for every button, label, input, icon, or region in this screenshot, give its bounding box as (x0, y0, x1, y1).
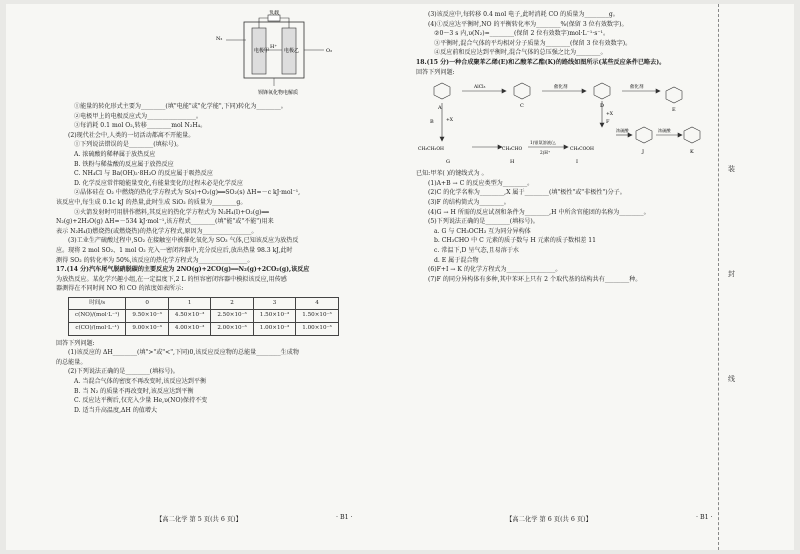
right-bottom-line: b. CH₃CHO 中 C 元素的质子数与 H 元素的质子数相差 11 (434, 237, 597, 245)
right-top-line: ④反应前和反应达到平衡时,混合气体的总压强之比为________。 (434, 49, 607, 57)
scheme-label-c: C (520, 103, 524, 110)
left-line: 该反应中,每生成 0.1c kJ 的热量,此时生成 SiO₂ 的质量为________g。 (56, 198, 247, 206)
left-line: 17.(14 分)汽车尾气脱硝脱碳的主要反应为 2NO(g)+2CO(g)══N₂(g)+2CO₂(g),该反应 (56, 266, 310, 274)
scheme-label-h: H (510, 159, 515, 166)
table-header-cell: 3 (253, 297, 295, 310)
synthesis-route-diagram (416, 77, 716, 169)
left-after-line: (1)该反应的 ΔH________(填">"或"<",下同)0,该反应反应物的总能量________生成物 (68, 349, 299, 357)
left-line: 表示 N₂H₄(l)燃烧热(或燃烧热)的热化学方程式,原因为________________。 (56, 227, 258, 235)
right-bottom-line: (7)F 的同分异构体有多种,其中苯环上只有 2 个取代基的结构共有________种。 (428, 275, 642, 283)
right-bottom-line: (3)F 的结构简式为________。 (428, 198, 510, 206)
scheme-label-i: I (576, 159, 578, 166)
table-cell: 1.50×10⁻³ (296, 310, 338, 323)
left-line: (3)工业生产硫酸过程中,SO₂ 在接触室中被催化氧化为 SO₃ 气体,已知该反应为放热反 (68, 237, 299, 245)
left-after-line: C. 反应达平衡后,仅充入少量 He,υ(NO)保持不变 (74, 397, 208, 405)
left-line: B. 铁粉与稀盐酸的反应属于放热反应 (74, 160, 174, 168)
scheme-label-h2so4-b: 浓硫酸 (616, 128, 629, 134)
right-bottom-line: (5)下列说法正确的是________(填标号)。 (428, 218, 539, 226)
right-top-line: (4)①反应达平衡时,NO 的平衡转化率为________%(保留 3 位有效数字)。 (428, 20, 628, 28)
right-bottom-line: (2)C 的化学名称为________,X 属于________(填"极性"或"非极性")分子。 (428, 189, 626, 197)
table-cell: 1.50×10⁻³ (253, 310, 295, 323)
left-line: ②电极甲上的电极反应式为________________。 (74, 112, 202, 120)
table-row (69, 310, 339, 323)
binding-mark-2: 封 (728, 270, 735, 278)
table-cell: 4.50×10⁻³ (168, 310, 210, 323)
right-top-lines (416, 10, 716, 77)
scheme-label-ethanol: CH₃CH₂OH (418, 147, 444, 153)
left-footer-code: · B1 · (336, 514, 353, 521)
table-header-cell: 时间/s (69, 297, 126, 310)
table-cell: 1.00×10⁻³ (253, 323, 295, 336)
synthesis-scheme (416, 77, 716, 169)
left-question-lines (56, 102, 391, 294)
left-line: 应。现将 2 mol SO₂、1 mol O₂ 充入一密闭容器中,充分反应后,放出热量 98.3 kJ,此时 (56, 246, 293, 254)
scheme-label-e: E (672, 107, 676, 114)
table-cell: 9.00×10⁻³ (126, 323, 168, 336)
right-top-line: 回答下列问题: (416, 68, 455, 76)
right-bottom-line: d. E 属于混合物 (434, 256, 479, 264)
scheme-label-alcl3: AlCl₃ (474, 85, 486, 91)
scheme-label-x2: +X (606, 112, 613, 118)
left-footer: 【高二化学 第 5 页(共 6 页)】 (156, 516, 242, 523)
right-bottom-line: c. 常温下,D 呈气态,且易溶于水 (434, 246, 520, 254)
fig-label-load: 负载 (269, 10, 280, 16)
left-line: 为放热反应。某化学兴趣小组,在一定温度下,2 L 的恒容密闭容器中模拟该反应,用传感 (56, 275, 287, 283)
fig-label-h-ion: H⁺ (270, 44, 277, 50)
scheme-label-f: F (606, 119, 610, 126)
scheme-label-x1: +X (446, 118, 453, 124)
left-line: (2)现代社会中,人类的一切活动都离不开能量。 (68, 131, 195, 139)
fig-label-electrode-a: 电极甲 (254, 48, 270, 54)
left-after-line: D. 适当升高温度,ΔH 的值增大 (74, 406, 158, 414)
left-after-table-lines (56, 339, 391, 416)
scheme-label-j: J (642, 149, 645, 156)
table-cell: 4.00×10⁻³ (168, 323, 210, 336)
scheme-label-a: A (438, 105, 442, 112)
left-after-line: 回答下列问题: (56, 339, 95, 347)
right-top-line: 18.(15 分)一种合成聚苯乙烯(E)和乙酸苯乙酯(K)的路线如图所示(某些反应条件已略去)。 (416, 58, 666, 66)
concentration-table (68, 297, 339, 336)
left-line: 器测得在不同时间 NO 和 CO 的浓度如表所示: (56, 285, 184, 293)
right-bottom-line: (4)G → H 所需的反应试剂和条件为________,H 中所含官能团的名称为________。 (428, 208, 650, 216)
right-top-line: ③平衡时,混合气体的平均相对分子质量为________(保留 3 位有效数字)。 (434, 39, 632, 47)
scheme-label-b: B (430, 119, 434, 126)
table-cell: 2.50×10⁻³ (211, 310, 253, 323)
scheme-label-k: K (690, 149, 694, 156)
scheme-label-acetic-acid: CH₃COOH (570, 147, 594, 153)
scheme-label-h-plus: 2)H⁺ (540, 150, 551, 156)
fig-label-n2: N₂ (216, 36, 223, 42)
binding-mark-1: 装 (728, 165, 735, 173)
fuel-cell-figure (206, 10, 356, 102)
fuel-cell-diagram (206, 10, 356, 102)
right-footer-code: · B1 · (696, 514, 713, 521)
left-line: D. 化学反应常伴随能量变化,有能量变化的过程未必是化学反应 (74, 179, 243, 187)
table-header-cell: 4 (296, 297, 338, 310)
right-page (416, 10, 716, 284)
table-cell: c(NO)/(mol·L⁻¹) (69, 310, 126, 323)
table-cell: 2.00×10⁻³ (211, 323, 253, 336)
fig-label-electrode-b: 电极乙 (284, 48, 300, 54)
scheme-label-h2so4-a: 浓硫酸 (658, 128, 671, 134)
table-cell: 9.50×10⁻³ (126, 310, 168, 323)
table-header-cell: 1 (168, 297, 210, 310)
fig-label-electrolyte: 钡锋氧化物电解质 (258, 90, 299, 96)
left-line: N₂(g)+2H₂O(g) ΔH=－534 kJ·mol⁻¹,该方程式________(填"能"或"不能")用来 (56, 218, 274, 226)
right-bottom-lines (416, 169, 716, 284)
left-line: ①下列说法错误的是________(填标号)。 (74, 141, 183, 149)
exam-sheet (6, 4, 794, 550)
binding-line (718, 4, 720, 550)
left-line: ①能量的转化形式主要为________(填"电能"或"化学能",下同)转化为________。 (74, 103, 287, 110)
left-line: A. 浓硫酸的稀释属于放热反应 (74, 150, 156, 158)
right-top-line: ②0～3 s 内,υ(N₂)=________(保留 2 位有效数字)mol·L⁻¹·s⁻¹。 (434, 30, 610, 38)
left-after-line: A. 当混合气体的密度不再改变时,该反应达到平衡 (74, 378, 207, 386)
scheme-label-cat2: 催化剂 (630, 85, 644, 91)
scheme-label-ag: 1)银氨溶液/△ (530, 140, 556, 146)
right-bottom-line: a. G 与 CH₃OCH₃ 互为同分异构体 (434, 227, 531, 235)
left-after-line: (2)下列说法正确的是________(填标号)。 (68, 368, 179, 376)
left-line: ②晶体硅在 O₂ 中燃烧的热化学方程式为 S(s)+O₂(g)══SO₂(s) ΔH=－c kJ·mol⁻¹, (74, 189, 301, 197)
table-body (69, 310, 339, 335)
right-footer: 【高二化学 第 6 页(共 6 页)】 (506, 516, 592, 523)
table-cell: c(CO)/(mol·L⁻¹) (69, 323, 126, 336)
binding-mark-3: 线 (728, 375, 735, 383)
scheme-label-g: G (446, 159, 450, 166)
table-header-row (69, 297, 339, 310)
table-cell: 1.00×10⁻³ (296, 323, 338, 336)
left-line: ③每消耗 0.1 mol O₂,转移________mol N₂H₄。 (74, 122, 207, 130)
table-header-cell: 2 (211, 297, 253, 310)
left-line: 测得 SO₂ 的转化率为 50%,该反应的热化学方程式为________________。 (56, 256, 254, 264)
left-after-line: 的总能量。 (56, 358, 87, 366)
left-page (56, 10, 391, 415)
table-row (69, 323, 339, 336)
right-bottom-line: (1)A+B → C 的反应类型为________。 (428, 179, 534, 187)
scheme-label-acetaldehyde: CH₃CHO (502, 147, 523, 153)
left-line: C. NH₄Cl 与 Ba(OH)₂·8H₂O 的反应属于吸热反应 (74, 170, 213, 178)
fig-label-o2: O₂ (326, 48, 333, 54)
scheme-label-d: D (600, 103, 605, 110)
right-bottom-line: (6)F+I → K 的化学方程式为________________。 (428, 266, 562, 274)
left-after-line: B. 当 N₂ 的质量不再改变时,该反应达到平衡 (74, 387, 194, 395)
right-bottom-line: 已知:甲苯( )的键线式为 。 (416, 170, 488, 178)
table-header-cell: 0 (126, 297, 168, 310)
scheme-label-cat1: 催化剂 (554, 85, 568, 91)
right-top-line: (3)该反应中,每转移 0.4 mol 电子,此时消耗 CO 的质量为________g。 (428, 11, 619, 18)
left-line: ③火箭发射时可用肼作燃料,其反应的热化学方程式为 N₂H₄(l)+O₂(g)══ (74, 208, 269, 216)
